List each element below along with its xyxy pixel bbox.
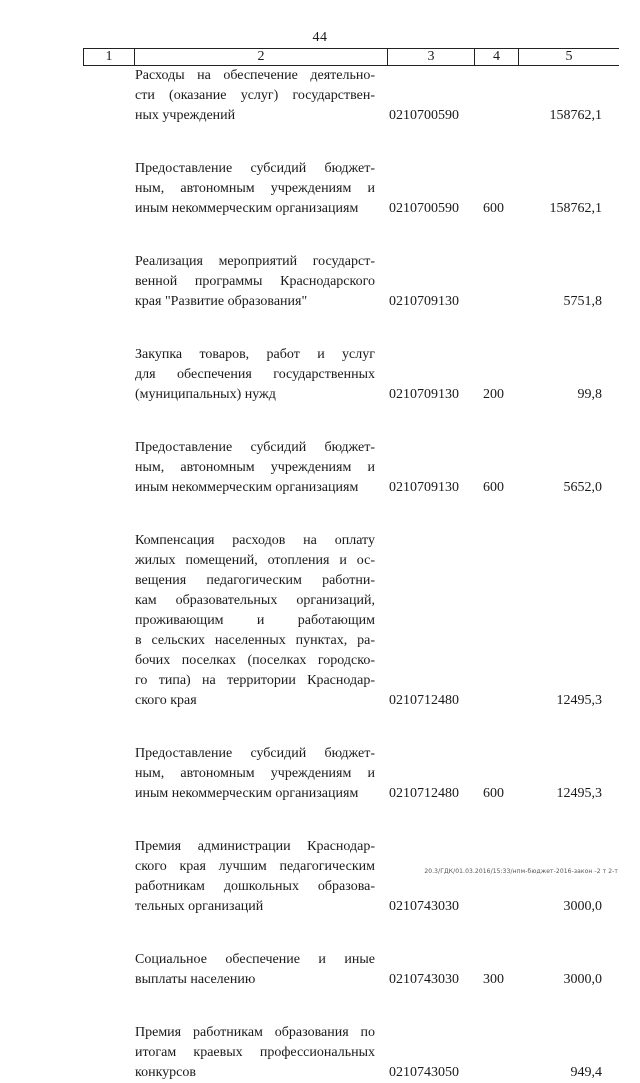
description-line: Премия администрации Краснодар- — [135, 839, 375, 854]
row-description — [135, 950, 375, 990]
row-code: 0210709130 — [389, 480, 459, 495]
row-amount: 12495,3 — [556, 693, 602, 708]
description-line: жилых помещений, отопления и ос- — [135, 553, 375, 568]
row-code: 0210700590 — [389, 108, 459, 123]
page-number: 44 — [312, 30, 328, 45]
row-amount: 5751,8 — [563, 294, 602, 309]
column-header-1: 1 — [84, 49, 135, 65]
row-amount: 5652,0 — [563, 480, 602, 495]
footer-stamp: 20.3/ГДК/01.03.2016/15:33/нпм-бюджет-2016-закон -2 т 2-т — [424, 868, 618, 875]
column-header-3: 3 — [388, 49, 475, 65]
column-header-2: 2 — [135, 49, 388, 65]
description-line: Реализация мероприятий государст- — [135, 254, 375, 269]
row-description — [135, 744, 375, 804]
description-line: иным некоммерческим организациям — [135, 201, 359, 216]
description-line: сти (оказание услуг) государствен- — [135, 88, 375, 103]
description-line: ского края лучшим педагогическим — [135, 859, 375, 874]
description-line: ным, автономным учреждениям и — [135, 181, 375, 196]
description-line: бочих поселках (поселках городско- — [135, 653, 375, 668]
description-line: ным, автономным учреждениям и — [135, 460, 375, 475]
row-amount: 99,8 — [577, 387, 602, 402]
description-line: вещения педагогическим работни- — [135, 573, 375, 588]
description-line: Закупка товаров, работ и услуг — [135, 347, 375, 362]
column-header-row — [83, 48, 619, 66]
row-code: 0210712480 — [389, 786, 459, 801]
row-expense-type: 200 — [483, 387, 504, 402]
description-line: (муниципальных) нужд — [135, 387, 276, 402]
description-line: Социальное обеспечение и иные — [135, 952, 375, 967]
description-line: для обеспечения государственных — [135, 367, 375, 382]
description-line: работникам дошкольных образова- — [135, 879, 375, 894]
row-amount: 158762,1 — [549, 201, 602, 216]
row-expense-type: 600 — [483, 201, 504, 216]
description-line: ского края — [135, 693, 197, 708]
row-amount: 949,4 — [570, 1065, 602, 1080]
row-description — [135, 438, 375, 498]
row-amount: 3000,0 — [563, 972, 602, 987]
row-code: 0210709130 — [389, 387, 459, 402]
row-description — [135, 1023, 375, 1083]
description-line: Компенсация расходов на оплату — [135, 533, 375, 548]
description-line: конкурсов — [135, 1065, 197, 1080]
description-line: иным некоммерческим организациям — [135, 480, 359, 495]
description-line: иным некоммерческим организациям — [135, 786, 359, 801]
description-line: в сельских населенных пунктах, ра- — [135, 633, 375, 648]
description-line: края "Развитие образования" — [135, 294, 308, 309]
description-line: проживающим и работающим — [135, 613, 375, 628]
row-description — [135, 66, 375, 126]
row-amount: 12495,3 — [556, 786, 602, 801]
description-line: Премия работникам образования по — [135, 1025, 375, 1040]
row-description — [135, 531, 375, 711]
description-line: итогам краевых профессиональных — [135, 1045, 375, 1060]
description-line: венной программы Краснодарского — [135, 274, 375, 289]
row-code: 0210743030 — [389, 972, 459, 987]
row-amount: 158762,1 — [549, 108, 602, 123]
description-line: Предоставление субсидий бюджет- — [135, 440, 375, 455]
row-description — [135, 837, 375, 917]
description-line: Расходы на обеспечение деятельно- — [135, 68, 375, 83]
description-line: кам образовательных организаций, — [135, 593, 375, 608]
row-description — [135, 159, 375, 219]
row-code: 0210712480 — [389, 693, 459, 708]
row-code: 0210700590 — [389, 201, 459, 216]
row-description — [135, 252, 375, 312]
row-description — [135, 345, 375, 405]
row-code: 0210709130 — [389, 294, 459, 309]
row-code: 0210743050 — [389, 1065, 459, 1080]
row-expense-type: 300 — [483, 972, 504, 987]
row-code: 0210743030 — [389, 899, 459, 914]
description-line: Предоставление субсидий бюджет- — [135, 746, 375, 761]
description-line: ных учреждений — [135, 108, 236, 123]
description-line: Предоставление субсидий бюджет- — [135, 161, 375, 176]
description-line: го типа) на территории Краснодар- — [135, 673, 375, 688]
description-line: выплаты населению — [135, 972, 256, 987]
description-line: ным, автономным учреждениям и — [135, 766, 375, 781]
column-header-5: 5 — [565, 49, 573, 64]
column-header-4: 4 — [475, 49, 519, 65]
row-expense-type: 600 — [483, 480, 504, 495]
description-line: тельных организаций — [135, 899, 264, 914]
row-expense-type: 600 — [483, 786, 504, 801]
row-amount: 3000,0 — [563, 899, 602, 914]
